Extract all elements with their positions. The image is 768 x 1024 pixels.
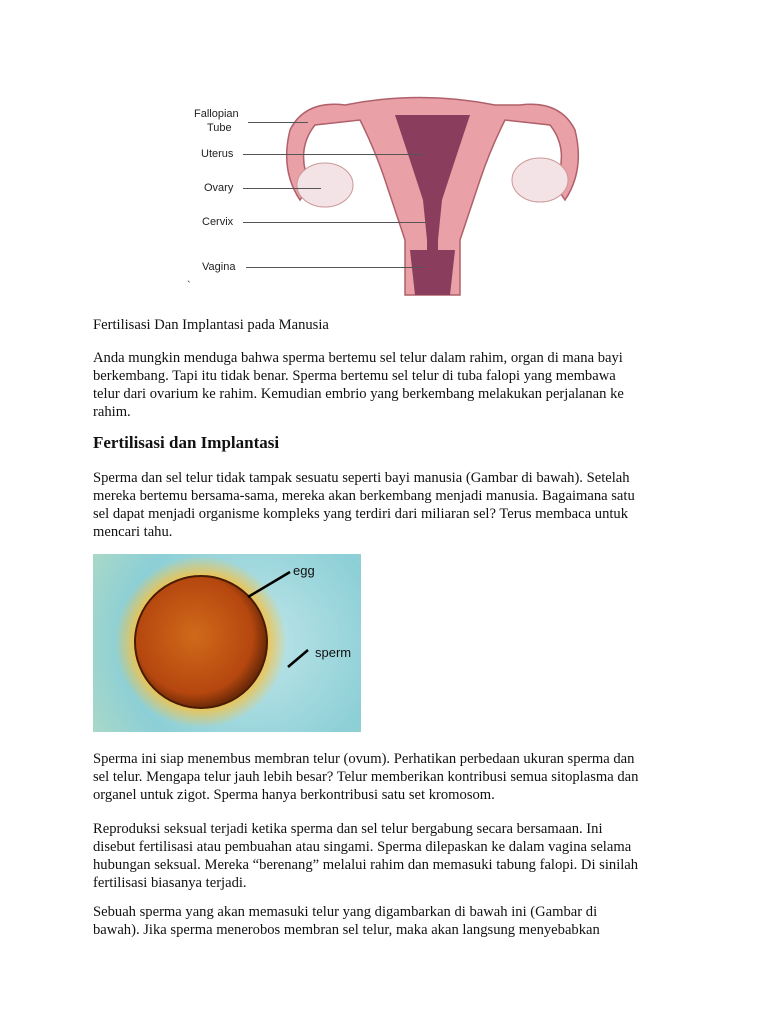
caption: Fertilisasi Dan Implantasi pada Manusia	[93, 317, 329, 333]
text-line: Sperma dan sel telur tidak tampak sesuatu seperti bayi manusia (Gambar di bawah). Setelah	[93, 470, 630, 486]
text-line: disebut fertilisasi atau pembuahan atau singami. Sperma dilepaskan ke dalam vagina selama	[93, 839, 632, 855]
label-ovary: Ovary	[204, 182, 234, 194]
egg-sperm-photo	[93, 554, 361, 732]
egg-label: egg	[293, 563, 315, 578]
text-line: telur dari ovarium ke rahim. Kemudian embrio yang berkembang melakukan perjalanan ke	[93, 386, 624, 402]
text-line: Reproduksi seksual terjadi ketika sperma dan sel telur bergabung secara bersamaan. Ini	[93, 821, 603, 837]
text-line: sel telur. Mengapa telur jauh lebih besar? Telur memberikan kontribusi semua sitoplasma dan	[93, 769, 639, 785]
text-line: Anda mungkin menduga bahwa sperma bertemu sel telur dalam rahim, organ di mana bayi	[93, 350, 623, 366]
label-tube: Tube	[207, 122, 232, 134]
sperm-label: sperm	[315, 645, 352, 660]
text-line: rahim.	[93, 404, 131, 420]
text-line: Sperma ini siap menembus membran telur (ovum). Perhatikan perbedaan ukuran sperma dan	[93, 751, 635, 767]
section-heading: Fertilisasi dan Implantasi	[93, 433, 280, 452]
leader-line	[248, 122, 308, 123]
paragraph-5	[93, 903, 600, 939]
label-uterus: Uterus	[201, 148, 234, 160]
label-vagina: Vagina	[202, 261, 236, 273]
leader-line	[243, 154, 423, 155]
egg-illustration	[93, 554, 361, 732]
text-line: fertilisasi biasanya terjadi.	[93, 875, 247, 891]
stray-mark: `	[187, 280, 191, 292]
leader-line	[243, 222, 426, 223]
text-line: Sebuah sperma yang akan memasuki telur yang digambarkan di bawah ini (Gambar di	[93, 904, 598, 920]
label-cervix: Cervix	[202, 216, 234, 228]
reproductive-system-diagram	[180, 90, 600, 300]
paragraph-2	[93, 469, 635, 541]
paragraph-3	[93, 750, 638, 804]
paragraph-4	[93, 820, 638, 892]
text-line: sel dapat menjadi organisme kompleks yang terdiri dari miliaran sel? Terus membaca untuk	[93, 506, 629, 522]
leader-line	[246, 267, 424, 268]
text-line: berkembang. Tapi itu tidak benar. Sperma bertemu sel telur di tuba falopi yang membawa	[93, 368, 616, 384]
text-line: hubungan seksual. Mereka “berenang” melalui rahim dan memasuki tabung falopi. Di sinilah	[93, 857, 639, 873]
paragraph-1	[93, 349, 624, 421]
label-fallopian: Fallopian	[194, 108, 239, 120]
leader-line	[243, 188, 321, 189]
text-line: mereka bertemu bersama-sama, mereka akan berkembang menjadi manusia. Bagaimana satu	[93, 488, 635, 504]
text-line: organel untuk zigot. Sperma hanya berkontribusi satu set kromosom.	[93, 787, 495, 803]
text-line: bawah). Jika sperma menerobos membran sel telur, maka akan langsung menyebabkan	[93, 922, 600, 938]
uterus-illustration	[180, 90, 600, 300]
text-line: mencari tahu.	[93, 524, 173, 540]
